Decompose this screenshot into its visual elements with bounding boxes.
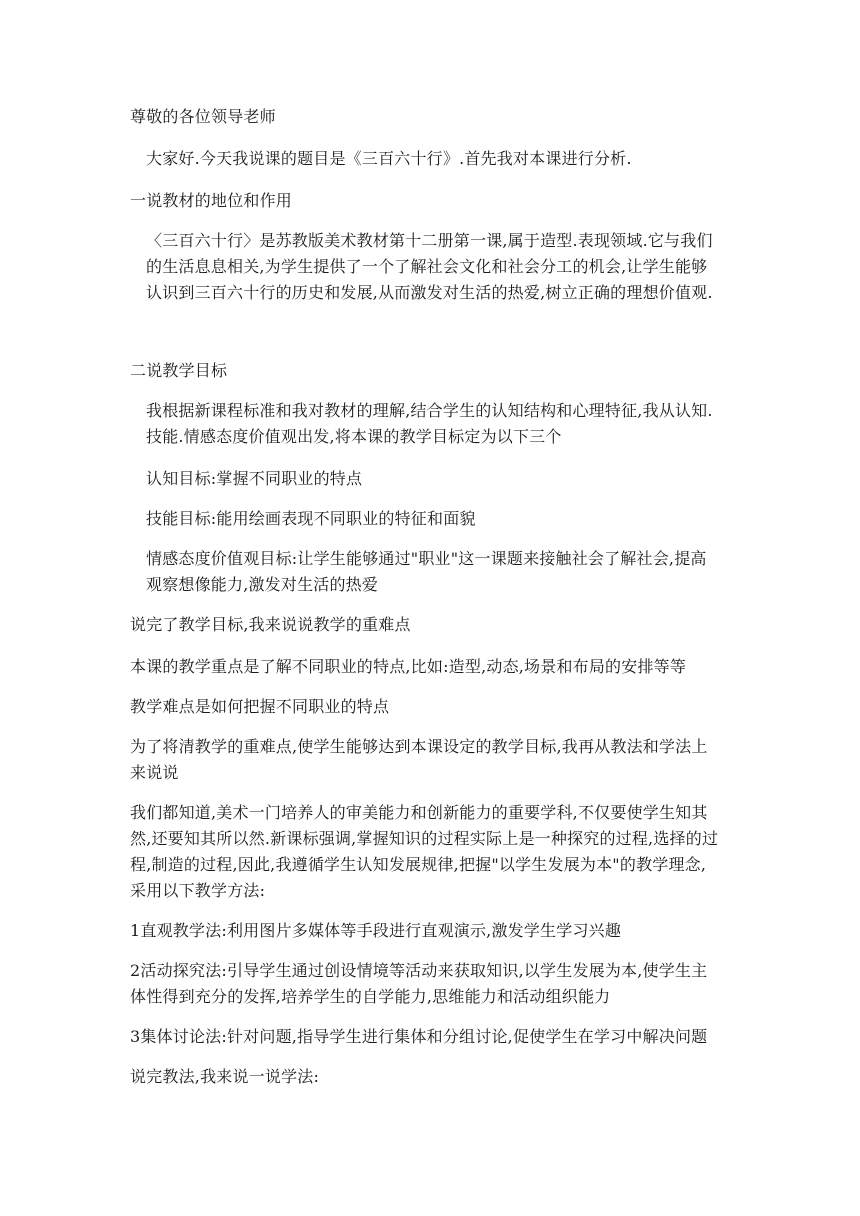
greeting-line: 尊敬的各位领导老师 (130, 107, 276, 126)
transition-keypoints: 说完了教学目标,我来说说教学的重难点 (130, 615, 411, 634)
transition-learning: 说完教法,我来说一说学法: (130, 1067, 320, 1086)
goal-skill: 技能目标:能用绘画表现不同职业的特征和面貌 (146, 509, 476, 528)
intro-paragraph: 大家好.今天我说课的题目是《三百六十行》.首先我对本课进行分析. (146, 149, 632, 168)
method-2: 2活动探究法:引导学生通过创设情境等活动来获取知识,以学生发展为本,使学生主体性得到充分的发挥,培养学生的自学能力,思维能力和活动组织能力 (130, 961, 708, 1006)
section-heading-textbook: 一说教材的地位和作用 (130, 191, 293, 210)
key-point-paragraph: 本课的教学重点是了解不同职业的特点,比如:造型,动态,场景和布局的安排等等 (130, 657, 687, 676)
method-3: 3集体讨论法:针对问题,指导学生进行集体和分组讨论,促使学生在学习中解决问题 (130, 1027, 708, 1046)
difficult-point-paragraph: 教学难点是如何把握不同职业的特点 (130, 697, 390, 716)
method-1: 1直观教学法:利用图片多媒体等手段进行直观演示,激发学生学习兴趣 (130, 921, 622, 940)
goal-emotion: 情感态度价值观目标:让学生能够通过"职业"这一课题来接触社会了解社会,提高观察想像能力,激发对生活的热爱 (146, 549, 707, 594)
goals-paragraph: 我根据新课程标准和我对教材的理解,结合学生的认知结构和心理特征,我从认知.技能.情感态度价值观出发,将本课的教学目标定为以下三个 (146, 401, 713, 446)
section-heading-goals: 二说教学目标 (130, 361, 228, 380)
goal-cognitive: 认知目标:掌握不同职业的特点 (146, 469, 363, 488)
transition-methods: 为了将清教学的重难点,使学生能够达到本课设定的教学目标,我再从教法和学法上来说说 (130, 737, 708, 782)
methods-intro-paragraph: 我们都知道,美术一门培养人的审美能力和创新能力的重要学科,不仅要使学生知其然,还要知其所以然.新课标强调,掌握知识的过程实际上是一种探究的过程,选择的过程,制造的过程,因此,我遵循学生认知发展规律,把握"以学生发展为本"的教学理念,采用以下教学方法: (130, 803, 719, 900)
textbook-paragraph: 〈三百六十行〉是苏教版美术教材第十二册第一课,属于造型.表现领域.它与我们的生活息息相关,为学生提供了一个了解社会文化和社会分工的机会,让学生能够认识到三百六十行的历史和发展,从而激发对生活的热爱,树立正确的理想价值观. (146, 231, 713, 302)
